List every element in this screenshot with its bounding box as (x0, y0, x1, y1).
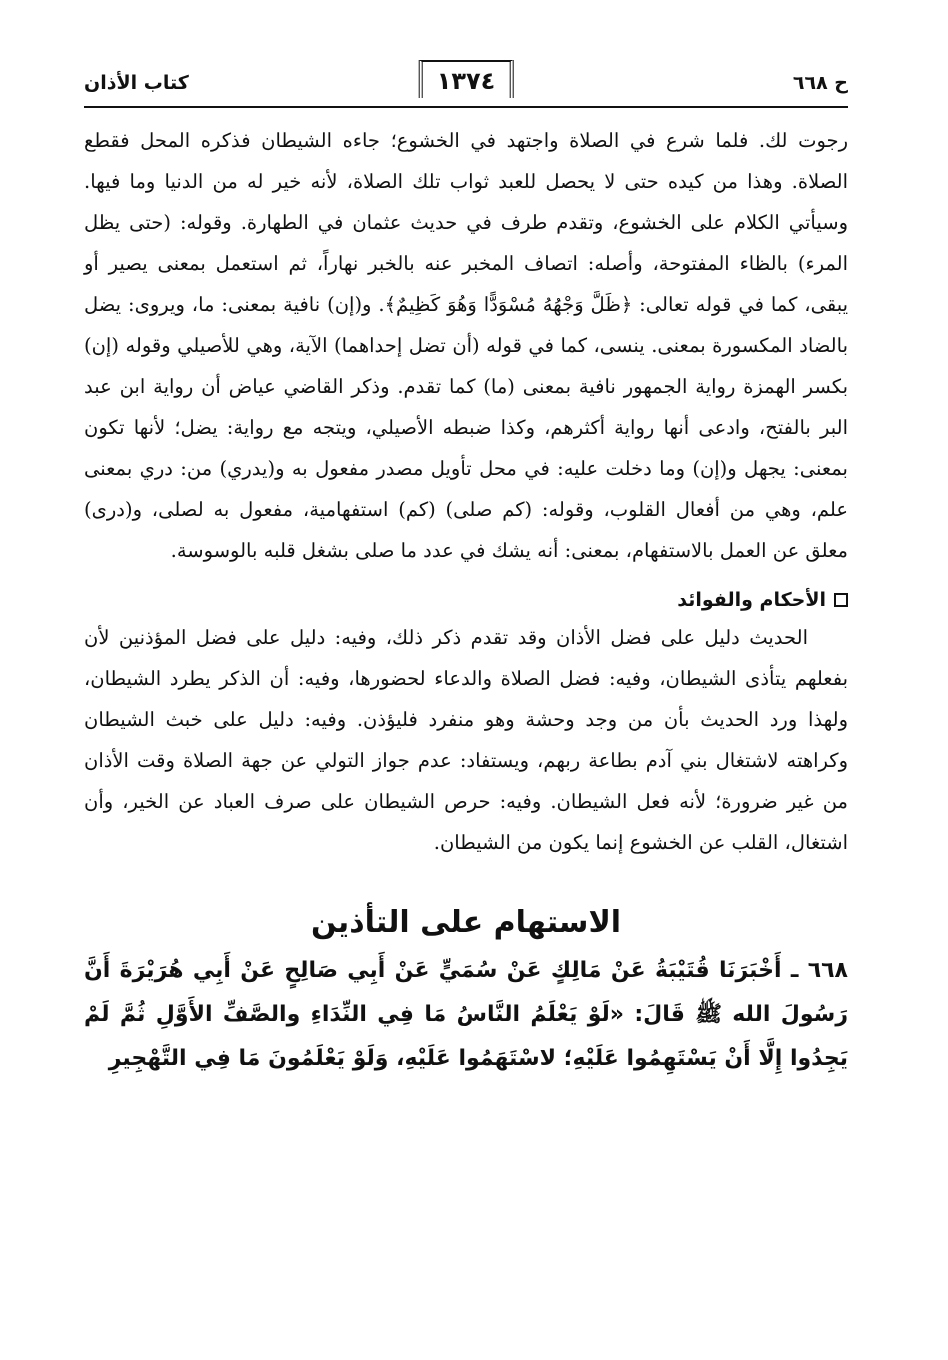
running-header (84, 58, 848, 108)
hadith-reference: ح ٦٦٨ (792, 72, 848, 94)
book-title: كتاب الأذان (84, 72, 189, 94)
section-heading-label: الأحكام والفوائد (677, 589, 826, 611)
commentary-paragraph: رجوت لك. فلما شرع في الصلاة واجتهد في الخشوع؛ جاءه الشيطان فذكره المحل فقطع الصلاة. وهذا من كيده حتى لا يحصل للعبد ثواب تلك الصلاة، لأنه خير له من الدنيا وما فيها. وسيأتي الكلام على الخشوع، وتقدم طرف في حديث عثمان في الطهارة. وقوله: (حتى يظل المرء) بالظاء المفتوحة، وأصله: اتصاف المخبر عنه بالخبر نهاراً، ثم استعمل بمعنى يصير أو يبقى، كما في قوله تعالى: ﴿ظَلَّ وَجْهُهُ مُسْوَدًّا وَهُوَ كَظِيمٌ﴾. و(إن) نافية بمعنى: ما، ويروى: يضل بالضاد المكسورة بمعنى. ينسى، كما في قوله (أن تضل إحداهما) الآية، وهي للأصيلي وقوله (إن) بكسر الهمزة رواية الجمهور نافية بمعنى (ما) كما تقدم. وذكر القاضي عياض أن رواية ابن عبد البر بالفتح، وادعى أنها رواية أكثرهم، وكذا ضبطه الأصيلي، ويتجه مع رواية: يضل؛ لأنها تكون بمعنى: يجهل و(إن) وما دخلت عليه: في محل تأويل مصدر مفعول به و(يدري) من: دري بمعنى علم، وهي من أفعال القلوب، وقوله: (كم صلى) (كم) استفهامية، مفعول به لصلى، و(درى) معلق عن العمل بالاستفهام، بمعنى: أنه يشك في عدد ما صلى بشغل قلبه بالوسوسة. (84, 129, 848, 562)
chapter-title: الاستهام على التأذين (310, 905, 622, 940)
hadith-text: ٦٦٨ ـ أَخْبَرَنَا قُتَيْبَةُ عَنْ مَالِكٍ عَنْ سُمَيٍّ عَنْ أَبِي صَالِحٍ عَنْ أَبِي هُرَيْرَةَ أَنَّ رَسُولَ الله ﷺ قَالَ: «لَوْ يَعْلَمُ النَّاسُ مَا فِي النِّدَاءِ والصَّفِّ الأَوَّلِ ثُمَّ لَمْ يَجِدُوا إِلَّا أَنْ يَسْتَهِمُوا عَلَيْهِ؛ لاسْتَهَمُوا عَلَيْهِ، وَلَوْ يَعْلَمُونَ مَا فِي التَّهْجِيرِ (84, 958, 848, 1071)
page-number: ١٣٧٤ (419, 60, 514, 98)
checkbox-square-icon (834, 593, 848, 607)
book-page (84, 58, 848, 1318)
section-heading (84, 583, 848, 617)
rulings-paragraph: الحديث دليل على فضل الأذان وقد تقدم ذكر ذلك، وفيه: دليل على فضل المؤذنين لأن بفعلهم يتأذى الشيطان، وفيه: فضل الصلاة والدعاء لحضورها، وفيه: أن الذكر يطرد الشيطان، ولهذا ورد الحديث بأن من وجد وحشة وهو منفرد فليؤذن. وفيه: دليل على خبث الشيطان وكراهته لاشتغال بني آدم بطاعة ربهم، ويستفاد: عدم جواز التولي عن جهة الصلاة وقت الأذان من غير ضرورة؛ لأنه فعل الشيطان. وفيه: حرص الشيطان على صرف العباد عن الخير، وأن اشتغال، القلب عن الخشوع إنما يكون من الشيطان. (84, 626, 848, 854)
